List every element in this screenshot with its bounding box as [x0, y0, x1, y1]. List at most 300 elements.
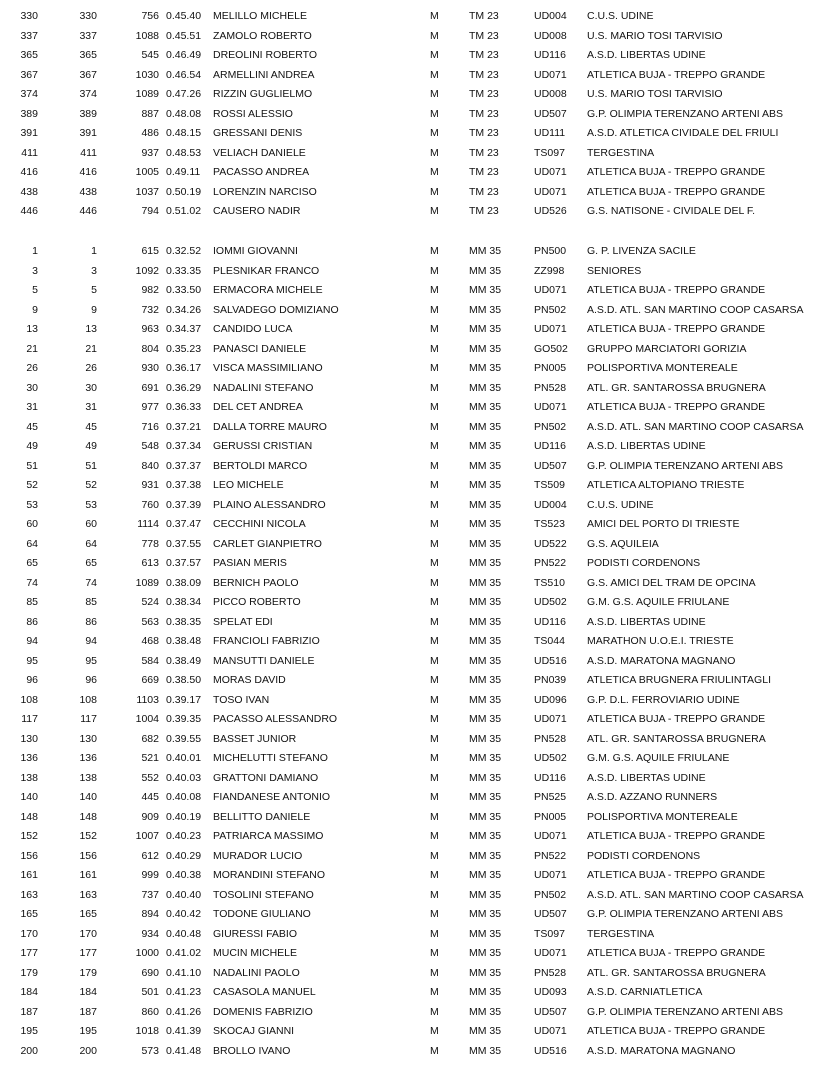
- sex: M: [430, 401, 439, 413]
- athlete-name: NADALINI PAOLO: [213, 966, 300, 979]
- athlete-name: VISCA MASSIMILIANO: [213, 362, 323, 374]
- category-position: 108: [79, 693, 97, 706]
- club-name: G.S. AMICI DEL TRAM DE OPCINA: [587, 576, 756, 589]
- club-code: UD507: [534, 459, 567, 472]
- club-code: TS510: [534, 576, 565, 589]
- club-code: UD071: [534, 68, 567, 81]
- category-position: 53: [85, 498, 97, 511]
- athlete-name: MURADOR LUCIO: [213, 849, 303, 862]
- sex: M: [430, 127, 439, 139]
- category: MM 35: [469, 557, 502, 569]
- category-position: 391: [79, 127, 97, 139]
- athlete-name: MANSUTTI DANIELE: [213, 654, 315, 667]
- overall-position: 136: [20, 752, 38, 764]
- result-row: [0, 476, 820, 496]
- sex: M: [430, 810, 439, 823]
- result-row: [0, 7, 820, 27]
- overall-position: 85: [26, 596, 38, 608]
- sex: M: [430, 1005, 439, 1018]
- finish-time: 0.45.51: [166, 29, 202, 42]
- sex: M: [430, 752, 439, 764]
- bib-number: 804: [141, 342, 159, 355]
- athlete-name: ROSSI ALESSIO: [213, 107, 293, 120]
- overall-position: 165: [20, 908, 38, 920]
- overall-position: 65: [26, 557, 38, 569]
- athlete-name: MUCIN MICHELE: [213, 947, 298, 959]
- sex: M: [430, 537, 439, 550]
- club-code: UD071: [534, 713, 567, 725]
- club-name: G.S. NATISONE - CIVIDALE DEL F.: [587, 205, 756, 217]
- sex: M: [430, 947, 439, 959]
- club-code: PN522: [534, 849, 567, 862]
- category-position: 170: [79, 927, 97, 940]
- finish-time: 0.34.26: [166, 303, 202, 316]
- bib-number: 501: [141, 986, 159, 998]
- athlete-name: PACASSO ANDREA: [213, 166, 310, 178]
- sex: M: [430, 185, 439, 198]
- result-row: [0, 535, 820, 555]
- finish-time: 0.36.29: [166, 381, 202, 394]
- club-code: UD116: [534, 615, 566, 628]
- bib-number: 1114: [137, 518, 159, 530]
- bib-number: 1088: [135, 29, 159, 42]
- overall-position: 52: [26, 479, 38, 491]
- category-position: 13: [85, 323, 97, 335]
- category: MM 35: [469, 713, 502, 725]
- sex: M: [430, 596, 439, 608]
- finish-time: 0.37.39: [166, 498, 202, 511]
- club-code: PN005: [534, 362, 567, 374]
- athlete-name: MORAS DAVID: [213, 674, 286, 686]
- result-row: [0, 379, 820, 399]
- bib-number: 548: [141, 440, 159, 452]
- athlete-name: BASSET JUNIOR: [213, 732, 297, 745]
- athlete-name: MELILLO MICHELE: [213, 10, 307, 22]
- finish-time: 0.41.39: [166, 1025, 202, 1037]
- finish-time: 0.35.23: [166, 342, 202, 355]
- club-code: ZZ998: [534, 264, 565, 277]
- bib-number: 669: [141, 674, 159, 686]
- finish-time: 0.50.19: [166, 185, 202, 198]
- club-name: SENIORES: [587, 264, 642, 277]
- finish-time: 0.39.35: [166, 713, 202, 725]
- club-name: G.S. AQUILEIA: [587, 537, 659, 550]
- athlete-name: ZAMOLO ROBERTO: [213, 29, 312, 42]
- club-code: TS097: [534, 146, 565, 159]
- bib-number: 468: [141, 635, 159, 647]
- overall-position: 9: [32, 303, 38, 316]
- club-code: UD502: [534, 752, 567, 764]
- athlete-name: PACASSO ALESSANDRO: [213, 713, 338, 725]
- sex: M: [430, 342, 439, 355]
- overall-position: 30: [26, 381, 38, 394]
- result-row: [0, 632, 820, 652]
- athlete-name: BROLLO IVANO: [213, 1044, 291, 1057]
- sex: M: [430, 303, 439, 316]
- bib-number: 778: [141, 537, 159, 550]
- category: TM 23: [469, 185, 499, 198]
- category: MM 35: [469, 576, 502, 589]
- overall-position: 438: [20, 185, 38, 198]
- result-row: [0, 905, 820, 925]
- athlete-name: PICCO ROBERTO: [213, 596, 301, 608]
- finish-time: 0.51.02: [166, 205, 202, 217]
- sex: M: [430, 771, 439, 784]
- club-code: TS097: [534, 927, 565, 940]
- athlete-name: DALLA TORRE MAURO: [213, 420, 327, 433]
- bib-number: 737: [141, 888, 159, 901]
- club-name: POLISPORTIVA MONTEREALE: [587, 362, 738, 374]
- club-code: PN522: [534, 557, 567, 569]
- category: MM 35: [469, 420, 502, 433]
- club-code: UD008: [534, 29, 567, 42]
- club-code: PN502: [534, 420, 567, 433]
- athlete-name: SPELAT EDI: [213, 615, 273, 628]
- overall-position: 446: [20, 205, 38, 217]
- overall-position: 140: [20, 791, 38, 803]
- sex: M: [430, 830, 439, 842]
- result-row: [0, 1042, 820, 1062]
- bib-number: 732: [141, 303, 159, 316]
- overall-position: 117: [21, 713, 38, 725]
- club-code: UD004: [534, 498, 567, 511]
- finish-time: 0.40.29: [166, 849, 202, 862]
- overall-position: 1: [32, 245, 38, 257]
- club-name: ATLETICA BUJA - TREPPO GRANDE: [587, 830, 766, 842]
- overall-position: 64: [26, 537, 38, 550]
- result-row: [0, 847, 820, 867]
- category-position: 152: [79, 830, 97, 842]
- club-code: GO502: [534, 342, 568, 355]
- finish-time: 0.41.02: [166, 947, 202, 959]
- club-name: G.P. OLIMPIA TERENZANO ARTENI ABS: [587, 908, 784, 920]
- sex: M: [430, 1044, 439, 1057]
- club-name: C.U.S. UDINE: [587, 498, 654, 511]
- club-code: PN502: [534, 303, 567, 316]
- finish-time: 0.39.55: [166, 732, 202, 745]
- sex: M: [430, 498, 439, 511]
- category-position: 367: [79, 68, 97, 81]
- athlete-name: VELIACH DANIELE: [213, 146, 306, 159]
- result-row: [0, 66, 820, 86]
- category-position: 179: [79, 966, 97, 979]
- finish-time: 0.41.48: [166, 1044, 202, 1057]
- athlete-name: ARMELLINI ANDREA: [213, 68, 315, 81]
- bib-number: 1030: [135, 68, 159, 81]
- finish-time: 0.40.08: [166, 791, 202, 803]
- finish-time: 0.40.19: [166, 810, 202, 823]
- category: MM 35: [469, 284, 502, 296]
- overall-position: 3: [32, 264, 38, 277]
- club-name: G.M. G.S. AQUILE FRIULANE: [587, 596, 730, 608]
- sex: M: [430, 869, 439, 881]
- category: MM 35: [469, 498, 502, 511]
- finish-time: 0.40.01: [166, 752, 202, 764]
- overall-position: 96: [26, 674, 38, 686]
- finish-time: 0.48.53: [166, 146, 202, 159]
- overall-position: 200: [20, 1044, 38, 1057]
- club-code: UD516: [534, 1044, 567, 1057]
- category: MM 35: [469, 323, 502, 335]
- club-code: UD071: [534, 166, 567, 178]
- category: MM 35: [469, 479, 502, 491]
- club-name: A.S.D. ATLETICA CIVIDALE DEL FRIULI: [587, 127, 779, 139]
- club-name: PODISTI CORDENONS: [587, 849, 701, 862]
- athlete-name: TODONE GIULIANO: [213, 908, 311, 920]
- club-code: UD526: [534, 205, 567, 217]
- club-code: PN005: [534, 810, 567, 823]
- sex: M: [430, 693, 439, 706]
- result-row: [0, 964, 820, 984]
- club-code: UD071: [534, 830, 567, 842]
- overall-position: 374: [20, 88, 38, 100]
- category-position: 52: [85, 479, 97, 491]
- category: TM 23: [469, 107, 499, 120]
- bib-number: 963: [141, 323, 159, 335]
- bib-number: 1000: [135, 947, 159, 959]
- category-position: 31: [85, 401, 97, 413]
- club-code: PN528: [534, 732, 567, 745]
- result-row: [0, 46, 820, 66]
- finish-time: 0.40.42: [166, 908, 202, 920]
- club-name: ATL. GR. SANTAROSSA BRUGNERA: [587, 381, 766, 394]
- bib-number: 860: [141, 1005, 159, 1018]
- bib-number: 1089: [135, 576, 159, 589]
- result-row: [0, 183, 820, 203]
- sex: M: [430, 362, 439, 374]
- category: MM 35: [469, 927, 502, 940]
- club-code: UD071: [534, 401, 567, 413]
- result-row: [0, 944, 820, 964]
- club-code: PN525: [534, 791, 567, 803]
- bib-number: 930: [141, 362, 159, 374]
- category-position: 49: [85, 440, 97, 452]
- club-name: G.P. OLIMPIA TERENZANO ARTENI ABS: [587, 459, 784, 472]
- result-row: [0, 925, 820, 945]
- overall-position: 337: [20, 29, 38, 42]
- category: MM 35: [469, 1025, 502, 1037]
- bib-number: 931: [141, 479, 159, 491]
- finish-time: 0.37.38: [166, 479, 202, 491]
- category-position: 187: [79, 1005, 97, 1018]
- category-position: 1: [91, 245, 97, 257]
- category: TM 23: [469, 127, 499, 139]
- finish-time: 0.36.33: [166, 401, 202, 413]
- club-name: A.S.D. ATL. SAN MARTINO COOP CASARSA: [587, 303, 804, 316]
- sex: M: [430, 166, 439, 178]
- overall-position: 152: [20, 830, 38, 842]
- finish-time: 0.40.40: [166, 888, 202, 901]
- overall-position: 138: [20, 771, 38, 784]
- club-code: UD004: [534, 10, 567, 22]
- athlete-name: MICHELUTTI STEFANO: [213, 752, 328, 764]
- category: TM 23: [469, 88, 499, 100]
- finish-time: 0.41.26: [166, 1005, 202, 1018]
- club-name: AMICI DEL PORTO DI TRIESTE: [587, 518, 740, 530]
- finish-time: 0.33.35: [166, 264, 202, 277]
- club-name: G.P. OLIMPIA TERENZANO ARTENI ABS: [587, 1005, 784, 1018]
- overall-position: 49: [26, 440, 38, 452]
- athlete-name: FRANCIOLI FABRIZIO: [213, 635, 320, 647]
- athlete-name: FIANDANESE ANTONIO: [213, 791, 331, 803]
- category-position: 165: [79, 908, 97, 920]
- overall-position: 26: [26, 362, 38, 374]
- finish-time: 0.48.08: [166, 107, 202, 120]
- bib-number: 690: [141, 966, 159, 979]
- club-code: PN502: [534, 888, 567, 901]
- overall-position: 130: [20, 732, 38, 745]
- category-position: 177: [79, 947, 97, 959]
- club-name: A.S.D. LIBERTAS UDINE: [587, 771, 706, 784]
- sex: M: [430, 88, 439, 100]
- sex: M: [430, 966, 439, 979]
- athlete-name: CECCHINI NICOLA: [213, 518, 306, 530]
- finish-time: 0.48.15: [166, 127, 202, 139]
- club-code: PN500: [534, 245, 567, 257]
- overall-position: 365: [20, 49, 38, 61]
- result-row: [0, 242, 820, 262]
- overall-position: 391: [20, 127, 38, 139]
- result-row: [0, 262, 820, 282]
- club-code: UD111: [534, 127, 566, 139]
- overall-position: 74: [26, 576, 38, 589]
- athlete-name: TOSO IVAN: [213, 693, 270, 706]
- club-name: ATLETICA BUJA - TREPPO GRANDE: [587, 401, 766, 413]
- finish-time: 0.49.11: [166, 166, 201, 178]
- result-row: [0, 418, 820, 438]
- category-position: 156: [79, 849, 97, 862]
- category: MM 35: [469, 264, 502, 277]
- finish-time: 0.33.50: [166, 284, 202, 296]
- overall-position: 5: [32, 284, 38, 296]
- finish-time: 0.38.34: [166, 596, 202, 608]
- category-position: 330: [79, 10, 97, 22]
- result-row: [0, 340, 820, 360]
- category-position: 60: [85, 518, 97, 530]
- sex: M: [430, 732, 439, 745]
- sex: M: [430, 557, 439, 569]
- result-row: [0, 320, 820, 340]
- sex: M: [430, 10, 439, 22]
- club-name: ATLETICA BUJA - TREPPO GRANDE: [587, 1025, 766, 1037]
- club-name: A.S.D. MARATONA MAGNANO: [587, 654, 736, 667]
- club-code: UD507: [534, 1005, 567, 1018]
- result-row: [0, 866, 820, 886]
- club-name: A.S.D. AZZANO RUNNERS: [587, 791, 718, 803]
- category: MM 35: [469, 674, 502, 686]
- club-name: ATLETICA BUJA - TREPPO GRANDE: [587, 869, 766, 881]
- bib-number: 937: [141, 146, 159, 159]
- club-code: UD507: [534, 908, 567, 920]
- category: TM 23: [469, 205, 499, 217]
- club-code: UD522: [534, 537, 567, 550]
- category-position: 416: [79, 166, 97, 178]
- category-position: 184: [79, 986, 97, 998]
- category: TM 23: [469, 10, 499, 22]
- sex: M: [430, 146, 439, 159]
- club-name: ATLETICA BUJA - TREPPO GRANDE: [587, 947, 766, 959]
- finish-time: 0.37.37: [166, 459, 202, 472]
- finish-time: 0.38.48: [166, 635, 202, 647]
- category-position: 140: [79, 791, 97, 803]
- athlete-name: MORANDINI STEFANO: [213, 869, 326, 881]
- sex: M: [430, 849, 439, 862]
- athlete-name: CANDIDO LUCA: [213, 323, 293, 335]
- sex: M: [430, 68, 439, 81]
- finish-time: 0.40.03: [166, 771, 202, 784]
- category-position: 411: [80, 146, 97, 159]
- club-name: A.S.D. LIBERTAS UDINE: [587, 615, 706, 628]
- category: MM 35: [469, 849, 502, 862]
- category: MM 35: [469, 1044, 502, 1057]
- sex: M: [430, 264, 439, 277]
- result-row: [0, 593, 820, 613]
- sex: M: [430, 381, 439, 394]
- result-row: [0, 27, 820, 47]
- overall-position: 156: [20, 849, 38, 862]
- overall-position: 179: [20, 966, 38, 979]
- overall-position: 45: [26, 420, 38, 433]
- sex: M: [430, 888, 439, 901]
- bib-number: 563: [141, 615, 159, 628]
- sex: M: [430, 479, 439, 491]
- finish-time: 0.41.23: [166, 986, 202, 998]
- overall-position: 51: [26, 459, 38, 472]
- category-position: 86: [85, 615, 97, 628]
- overall-position: 411: [21, 146, 38, 159]
- finish-time: 0.38.09: [166, 576, 202, 589]
- club-code: UD008: [534, 88, 567, 100]
- bib-number: 682: [141, 732, 159, 745]
- result-row: [0, 671, 820, 691]
- finish-time: 0.37.57: [166, 557, 202, 569]
- category: MM 35: [469, 869, 502, 881]
- result-row: [0, 457, 820, 477]
- category: TM 23: [469, 29, 499, 42]
- club-name: G.M. G.S. AQUILE FRIULANE: [587, 752, 730, 764]
- category: MM 35: [469, 830, 502, 842]
- sex: M: [430, 576, 439, 589]
- overall-position: 367: [20, 68, 38, 81]
- bib-number: 445: [141, 791, 159, 803]
- result-row: [0, 769, 820, 789]
- result-row: [0, 730, 820, 750]
- club-code: TS509: [534, 479, 565, 491]
- club-code: PN528: [534, 966, 567, 979]
- club-name: ATLETICA BUJA - TREPPO GRANDE: [587, 166, 766, 178]
- club-code: TS044: [534, 635, 565, 647]
- category-position: 85: [85, 596, 97, 608]
- sex: M: [430, 29, 439, 42]
- club-name: ATLETICA BUJA - TREPPO GRANDE: [587, 713, 766, 725]
- category: MM 35: [469, 303, 502, 316]
- bib-number: 1007: [135, 830, 159, 842]
- club-code: UD516: [534, 654, 567, 667]
- category-position: 96: [85, 674, 97, 686]
- category-position: 195: [79, 1025, 97, 1037]
- overall-position: 13: [26, 323, 38, 335]
- sex: M: [430, 420, 439, 433]
- result-row: [0, 105, 820, 125]
- category: MM 35: [469, 986, 502, 998]
- athlete-name: BELLITTO DANIELE: [213, 810, 311, 823]
- athlete-name: SALVADEGO DOMIZIANO: [213, 303, 339, 316]
- club-name: G.P. D.L. FERROVIARIO UDINE: [587, 693, 740, 706]
- category-position: 161: [79, 869, 97, 881]
- category-position: 74: [85, 576, 97, 589]
- finish-time: 0.45.40: [166, 10, 202, 22]
- bib-number: 840: [141, 459, 159, 472]
